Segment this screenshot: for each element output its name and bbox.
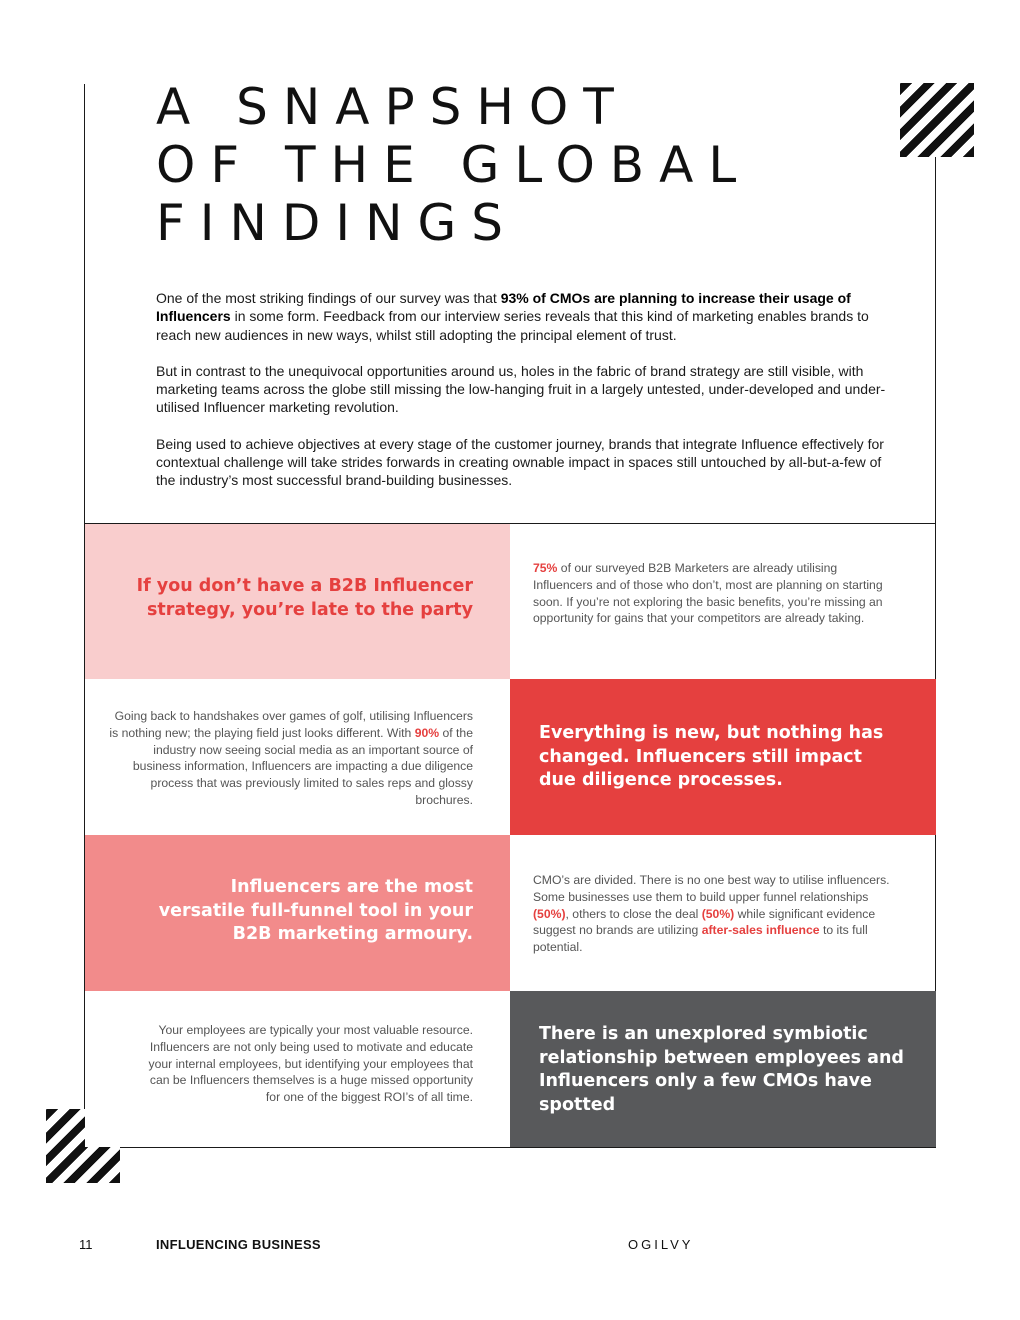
- cell-headline-symbiotic: There is an unexplored symbiotic relationship between employees and Influencers only a few CMOs have spotted: [539, 1024, 904, 1115]
- publication-name: INFLUENCING BUSINESS: [156, 1237, 321, 1252]
- cell-body-75-percent: 75% of our surveyed B2B Marketers are already utilising Influencers and of those who don’t, most are planning on starting soon. If you’re not exploring the basic benefits, you’re missing an opportunity for gains that your competitors are already taking.: [533, 561, 883, 626]
- grid-cell-r3-left: [85, 835, 510, 991]
- title-line-2: OF THE GLOBAL: [156, 136, 752, 194]
- stat-90-percent: 90%: [414, 725, 440, 740]
- grid-cell-r3-right: [510, 835, 935, 991]
- brand-name: OGILVY: [628, 1237, 694, 1252]
- after-sales-highlight: after-sales influence: [701, 923, 820, 938]
- cell-body-employees: Your employees are typically your most valuable resource. Influencers are not only being used to motivate and educate your internal employees, but identifying your employees that can be Influencers themselves is a huge missed opportunity for one of the biggest ROI’s of all time.: [148, 1023, 473, 1105]
- intro-paragraph-1: One of the most striking findings of our survey was that 93% of CMOs are planning to increase their usage of Influencers in some form. Feedback from our interview series reveals that this kind of marketing enables brands to reach new audiences in new ways, whilst still adopting the principal element of trust.: [156, 290, 869, 343]
- cell-headline-late-to-party: If you don’t have a B2B Influencer strategy, you’re late to the party: [136, 576, 473, 620]
- grid-cell-r2-right: [510, 679, 936, 835]
- intro-paragraph-2: But in contrast to the unequivocal opportunities around us, holes in the fabric of brand strategy are still visible, with marketing teams across the globe still missing the low-hanging fruit in a largely untested, under-developed and under-utilised Influencer marketing revolution.: [156, 362, 886, 416]
- grid-cell-r1-left: [85, 524, 510, 679]
- cell-headline-everything-is-new: Everything is new, but nothing has changed. Influencers still impact due diligence processes.: [539, 723, 884, 790]
- title-line-3: FINDINGS: [156, 194, 519, 252]
- grid-cell-r1-right: [510, 524, 935, 679]
- page-title: [156, 78, 751, 252]
- page-number: 11: [79, 1237, 93, 1252]
- stat-75-percent: 75%: [533, 561, 558, 575]
- intro-highlight: 93% of CMOs are planning to increase their usage of Influencers: [156, 290, 851, 325]
- stat-50-percent-close: (50%): [701, 906, 735, 921]
- grid-cell-r4-left: [85, 991, 510, 1147]
- stat-50-percent-upper: (50%): [533, 906, 566, 921]
- cell-headline-full-funnel: Influencers are the most versatile full-funnel tool in your B2B marketing armoury.: [158, 877, 473, 944]
- frame-bottom-line: [120, 1147, 936, 1148]
- intro-text: [156, 289, 891, 508]
- stripes-decoration-top-right: [900, 83, 974, 157]
- grid-cell-r2-left: [85, 679, 510, 835]
- title-line-1: A SNAPSHOT: [156, 78, 629, 136]
- grid-cell-r4-right: [510, 991, 936, 1147]
- cell-body-handshakes: Going back to handshakes over games of golf, utilising Influencers is nothing new; the playing field just looks different. With 90% of the industry now seeing social media as an important source of business information, Influencers are impacting a due diligence process that was previously limited to sales reps and glossy brochures.: [109, 709, 473, 807]
- intro-paragraph-3: Being used to achieve objectives at every stage of the customer journey, brands that integrate Influence effectively for contextual challenge will take strides forwards in creating ownable impact in spaces still untouched by all-but-a-few of the industry’s most successful brand-building businesses.: [156, 435, 884, 489]
- cell-body-cmos-divided: CMO’s are divided. There is no one best way to utilise influencers. Some businesses use them to build upper funnel relationships (50%), others to close the deal (50%) while significant evidence suggest no brands are utilizing after-sales influence to its full potential.: [533, 873, 890, 955]
